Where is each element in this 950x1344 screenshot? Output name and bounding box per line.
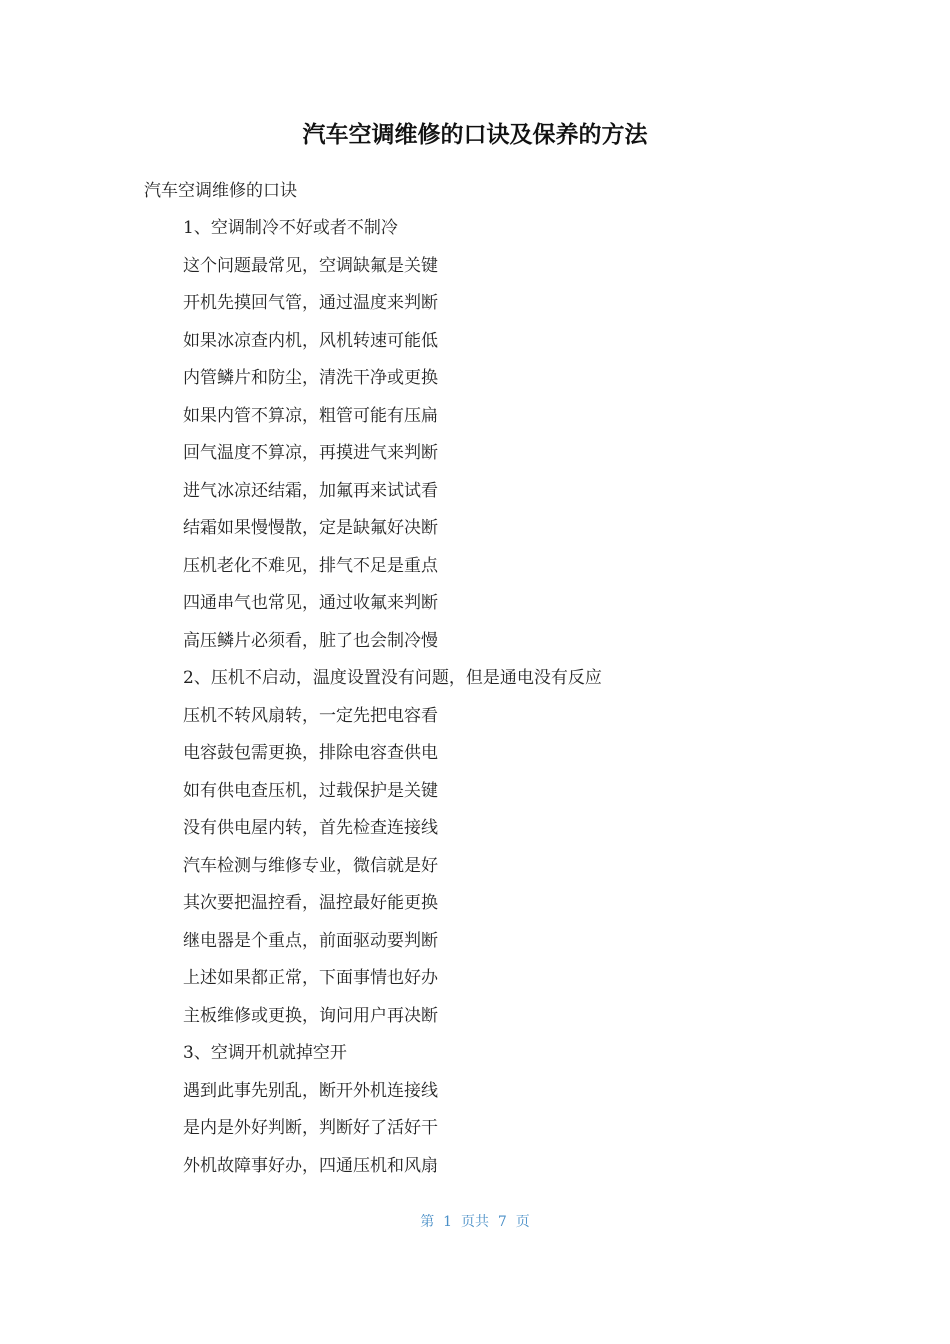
verse-line: 这个问题最常见，空调缺氟是关键: [183, 255, 438, 276]
verse-line: 1、空调制冷不好或者不制冷: [183, 218, 398, 238]
verse-line: 四通串气也常见，通过收氟来判断: [183, 593, 438, 613]
verse-line: 开机先摸回气管，通过温度来判断: [183, 293, 438, 313]
verse-line: 主板维修或更换，询问用户再决断: [183, 1005, 438, 1026]
page-number-footer: 第 1 页共 7 页: [420, 1214, 530, 1230]
verse-list: [183, 212, 602, 1187]
verse-line: 进气冰凉还结霜，加氟再来试试看: [183, 480, 438, 501]
verse-line: 没有供电屋内转，首先检查连接线: [183, 818, 438, 838]
verse-line: 外机故障事好办，四通压机和风扇: [183, 1155, 438, 1176]
verse-line: 如果内管不算凉，粗管可能有压扁: [183, 405, 438, 426]
section-heading: 汽车空调维修的口诀: [144, 181, 297, 201]
verse-line: 回气温度不算凉，再摸进气来判断: [183, 443, 438, 463]
verse-line: 继电器是个重点，前面驱动要判断: [183, 930, 438, 951]
verse-line: 压机不转风扇转，一定先把电容看: [183, 705, 438, 726]
verse-line: 压机老化不难见，排气不足是重点: [183, 555, 438, 576]
verse-line: 电容鼓包需更换，排除电容查供电: [183, 743, 438, 763]
verse-line: 高压鳞片必须看，脏了也会制冷慢: [183, 630, 438, 651]
verse-line: 2、压机不启动，温度设置没有问题，但是通电没有反应: [183, 668, 602, 688]
verse-line: 内管鳞片和防尘，清洗干净或更换: [183, 368, 438, 388]
verse-line: 如果冰凉查内机，风机转速可能低: [183, 330, 438, 351]
verse-line: 其次要把温控看，温控最好能更换: [183, 893, 438, 913]
verse-line: 是内是外好判断，判断好了活好干: [183, 1118, 438, 1138]
verse-line: 汽车检测与维修专业，微信就是好: [183, 855, 438, 876]
verse-line: 结霜如果慢慢散，定是缺氟好决断: [183, 518, 438, 538]
verse-line: 遇到此事先别乱，断开外机连接线: [183, 1080, 438, 1101]
verse-line: 3、空调开机就掉空开: [183, 1043, 347, 1063]
verse-line: 上述如果都正常，下面事情也好办: [183, 968, 438, 988]
verse-line: 如有供电查压机，过载保护是关键: [183, 780, 438, 801]
document-title: 汽车空调维修的口诀及保养的方法: [302, 122, 648, 148]
